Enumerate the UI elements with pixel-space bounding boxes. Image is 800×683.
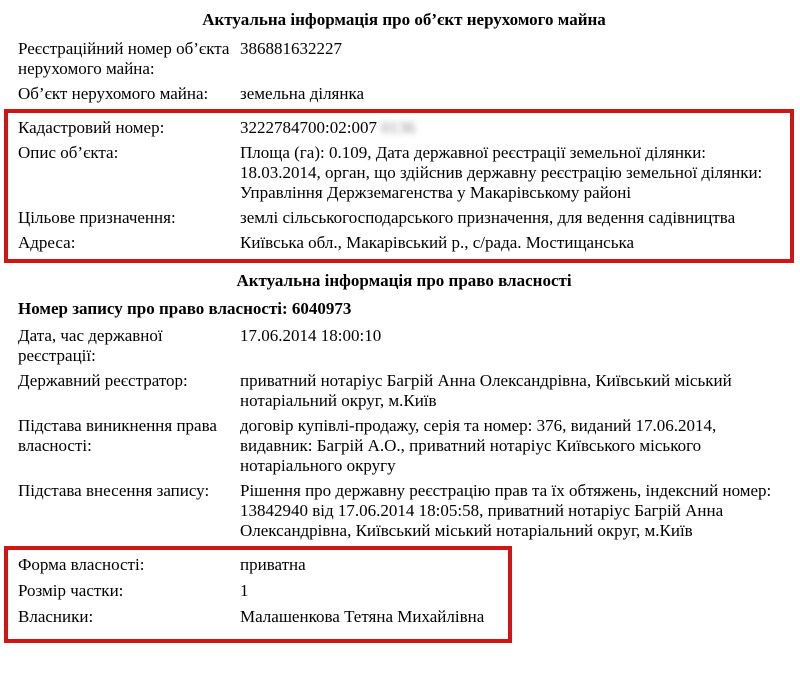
field-label: Дата, час державної реєстрації: [18,326,163,365]
field-label: Реєстраційний номер об’єкта нерухомого майна: [18,39,230,78]
row-share-size [18,581,502,601]
row-address [18,233,784,253]
section-title-object-info: Актуальна інформація про об’єкт нерухомого майна [202,10,606,29]
field-value: приватний нотаріус Багрій Анна Олександрівна, Київський міський нотаріальний округ, м.Київ [240,371,732,410]
field-value: 386881632227 [240,39,342,58]
field-value: Київська обл., Макарівський р., с/рада. Мостищанська [240,233,635,252]
section-title-ownership-info: Актуальна інформація про право власності [236,271,572,290]
row-owners [18,607,502,627]
row-ownership-basis [18,416,790,476]
row-ownership-form [18,555,502,575]
field-label: Форма власності: [18,555,145,574]
field-value: Рішення про державну реєстрацію прав та їх обтяжень, індексний номер: 13842940 від 17.06.2014 18:05:58, приватний нотаріус Багрій Анна Олександрівна, Київський міський нотаріальний округ, м.Київ [240,481,772,540]
row-designated-purpose [18,208,784,228]
highlight-box-object-details [4,109,794,263]
field-value: земельна ділянка [240,84,365,103]
field-value: Малашенкова Тетяна Михайлівна [240,607,485,626]
field-label: Власники: [18,607,94,626]
field-value: землі сільськогосподарського призначення, для ведення садівництва [240,208,736,227]
cadastral-number-visible: 3222784700:02:007 [240,118,377,137]
ownership-record-number: Номер запису про право власності: 6040973 [18,299,352,318]
row-object-description [18,143,784,203]
field-label: Державний реєстратор: [18,371,188,390]
field-label: Підстава внесення запису: [18,481,210,500]
field-label: Адреса: [18,233,76,252]
field-value: Площа (га): 0.109, Дата державної реєстрації земельної ділянки: 18.03.2014, орган, що здійснив державну реєстрацію земельної ділянки: Управління Держземагенства у Макарівському районі [240,143,763,202]
field-value: договір купівлі-продажу, серія та номер: 376, виданий 17.06.2014, видавник: Багрій А.О., приватний нотаріус Київського міського нотаріального округу [240,416,717,475]
highlight-box-ownership-details [4,546,512,643]
field-label: Підстава виникнення права власності: [18,416,217,455]
row-cadastral-number [18,118,784,138]
field-label: Кадастровий номер: [18,118,165,137]
row-registration-number [18,39,790,79]
field-label: Об’єкт нерухомого майна: [18,84,209,103]
field-value: приватна [240,555,306,574]
field-label: Розмір частки: [18,581,124,600]
redacted-value: 0136 [381,118,416,137]
row-registration-datetime [18,326,790,366]
document-body [0,10,800,643]
field-value: 17.06.2014 18:00:10 [240,326,382,345]
field-label: Цільове призначення: [18,208,176,227]
field-value: 1 [240,581,249,600]
field-value [240,118,784,138]
row-object-type [18,84,790,104]
row-record-entry-basis [18,481,790,541]
row-state-registrar [18,371,790,411]
field-label: Опис об’єкта: [18,143,119,162]
